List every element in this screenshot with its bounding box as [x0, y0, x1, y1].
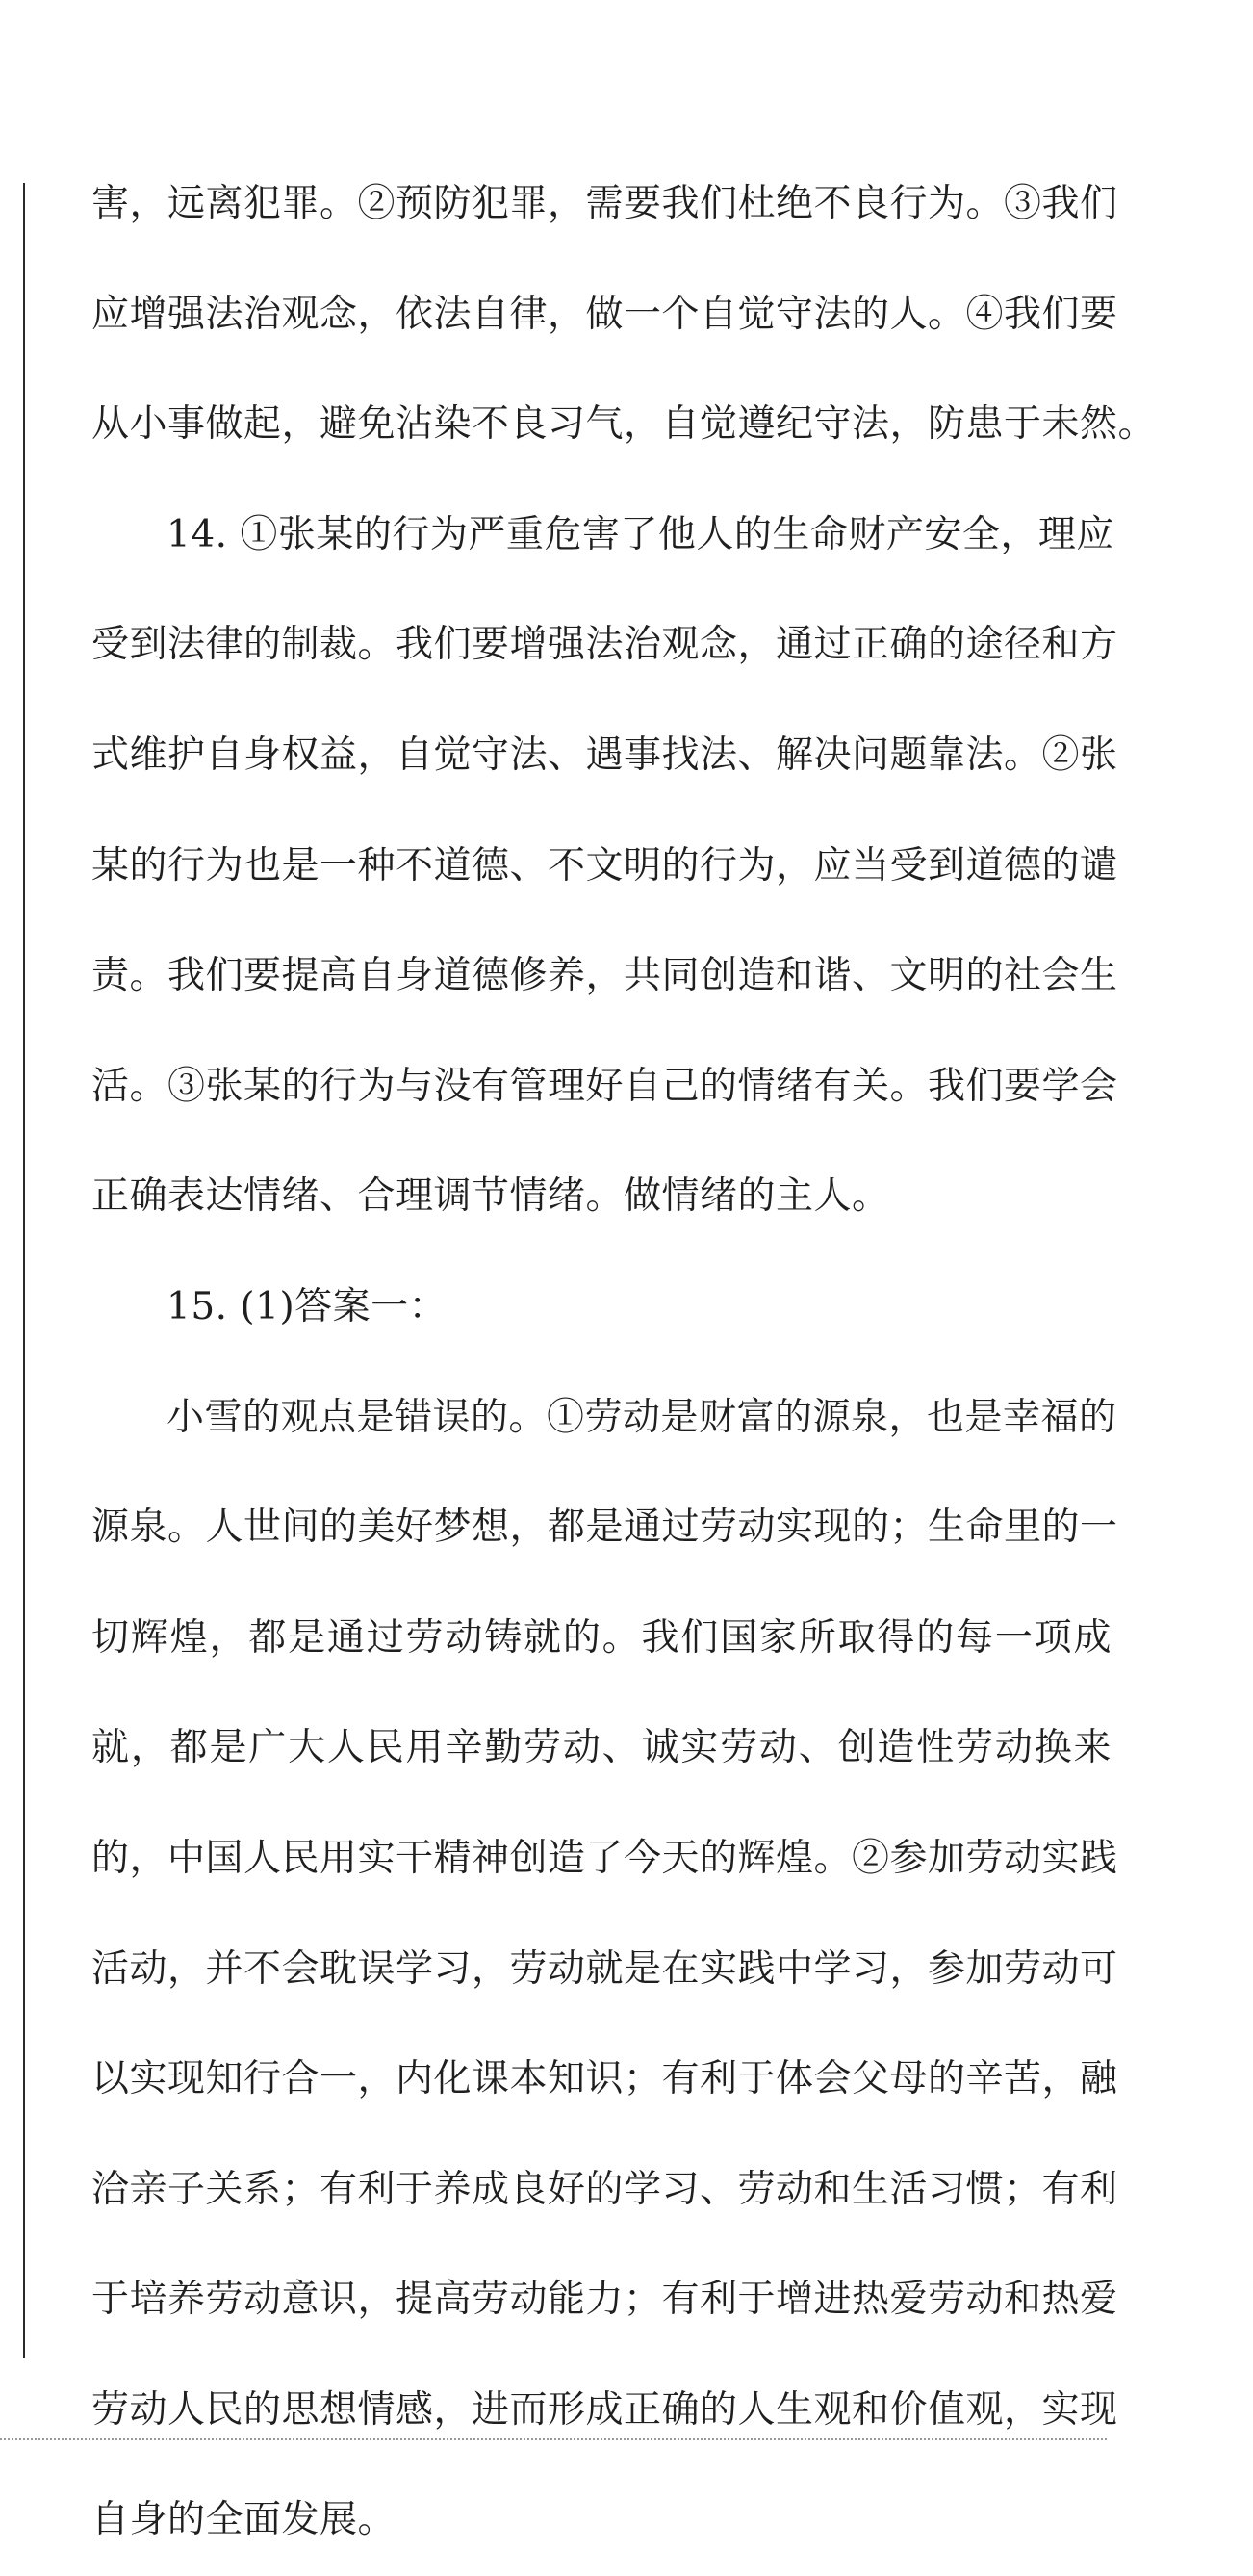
text-line: 正确表达情绪、合理调节情绪。做情绪的主人。 [91, 1174, 890, 1219]
text-line: 14. ①张某的行为严重危害了他人的生命财产安全，理应 [166, 512, 1114, 556]
bottom-dotted-rule [0, 2438, 1107, 2440]
text-line: 式维护自身权益，自觉守法、遇事找法、解决问题靠法。②张 [91, 733, 1118, 777]
text-line: 以实现知行合一，内化课本知识；有利于体会父母的辛苦，融 [91, 2057, 1118, 2101]
text-line: 从小事做起，避免沾染不良习气，自觉遵纪守法，防患于未然。 [91, 402, 1157, 447]
text-line: 受到法律的制裁。我们要增强法治观念，通过正确的途径和方 [91, 623, 1118, 667]
text-line: 自身的全面发展。 [91, 2498, 396, 2542]
text-line: 15. (1)答案一： [166, 1284, 448, 1328]
text-line: 切辉煌，都是通过劳动铸就的。我们国家所取得的每一项成 [91, 1615, 1112, 1660]
text-line: 责。我们要提高自身道德修养，共同创造和谐、文明的社会生 [91, 954, 1118, 998]
text-line: 洽亲子关系；有利于养成良好的学习、劳动和生活习惯；有利 [91, 2167, 1118, 2211]
text-line: 害，远离犯罪。②预防犯罪，需要我们杜绝不良行为。③我们 [91, 182, 1118, 225]
text-line: 小雪的观点是错误的。①劳动是财富的源泉，也是幸福的 [166, 1395, 1117, 1439]
text-line: 劳动人民的思想情感，进而形成正确的人生观和价值观，实现 [91, 2387, 1118, 2432]
text-line: 某的行为也是一种不道德、不文明的行为，应当受到道德的谴 [91, 843, 1118, 888]
text-line: 于培养劳动意识，提高劳动能力；有利于增进热爱劳动和热爱 [91, 2278, 1118, 2322]
left-margin-rule [23, 183, 25, 2358]
text-line: 就，都是广大人民用辛勤劳动、诚实劳动、创造性劳动换来 [91, 1726, 1112, 1770]
text-line: 的，中国人民用实干精神创造了今天的辉煌。②参加劳动实践 [91, 1836, 1118, 1880]
text-line: 源泉。人世间的美好梦想，都是通过劳动实现的；生命里的一 [91, 1506, 1118, 1550]
text-line: 应增强法治观念，依法自律，做一个自觉守法的人。④我们要 [91, 292, 1118, 336]
text-line: 活动，并不会耽误学习，劳动就是在实践中学习，参加劳动可 [91, 1946, 1118, 1991]
text-line: 活。③张某的行为与没有管理好自己的情绪有关。我们要学会 [91, 1064, 1118, 1108]
answer-text-block [91, 149, 1157, 2576]
